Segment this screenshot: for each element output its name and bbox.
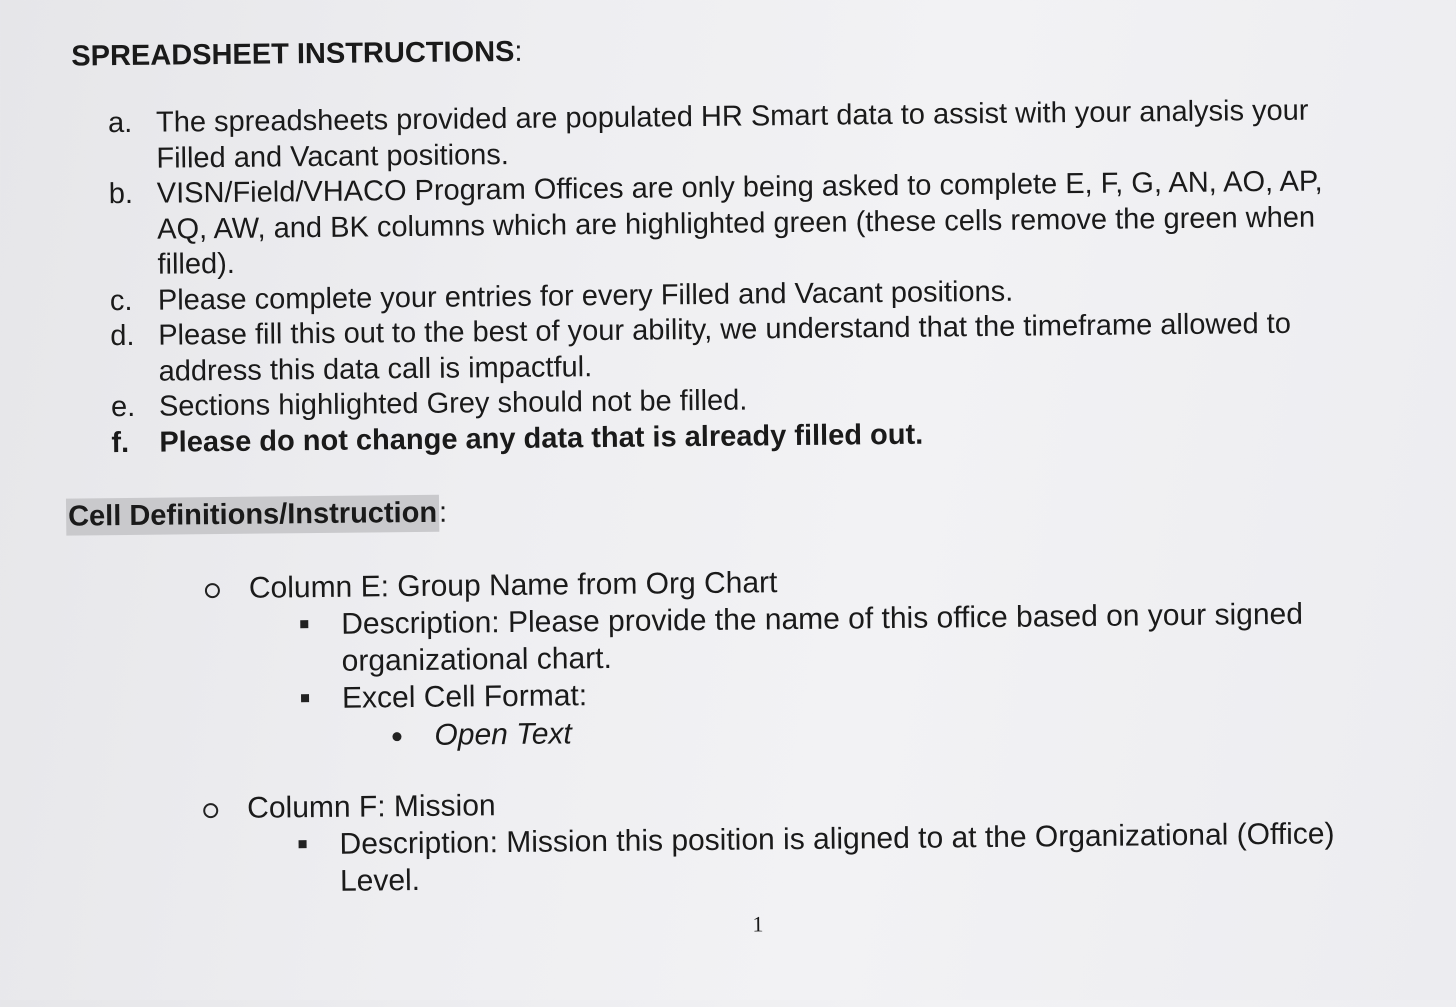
instruction-text: Please complete your entries for every Filled and Vacant positions. — [157, 275, 1014, 317]
instruction-text: The spreadsheets provided are populated HR Smart data to assist with your analysis your Filled and Vacant positions. — [155, 94, 1309, 175]
instruction-letter: a. — [107, 106, 133, 140]
instruction-letter: f. — [111, 426, 130, 459]
cell-definitions-colon: : — [438, 496, 448, 529]
page-heading — [71, 36, 522, 74]
instruction-text: VISN/Field/VHACO Program Offices are only being asked to complete E, F, G, AN, AO, AP, AQ, AW, and BK columns which are highlighted green (these cells remove the green when filled). — [156, 165, 1323, 281]
description-text: Description: Mission this position is aligned to at the Organizational (Office) Level. — [339, 817, 1335, 898]
instruction-text: Please fill this out to the best of your ability, we understand that the timeframe allowed to address this data call is impactful. — [158, 307, 1292, 388]
instruction-item — [110, 306, 1371, 390]
square-bullet-icon — [300, 620, 308, 628]
instruction-letter: b. — [108, 177, 134, 211]
square-bullet-icon — [301, 694, 309, 702]
instruction-item — [108, 93, 1369, 177]
dot-bullet-icon — [392, 732, 401, 741]
instruction-text: Sections highlighted Grey should not be filled. — [158, 384, 748, 423]
column-f-block — [203, 779, 1404, 902]
column-f-description — [295, 815, 1404, 901]
instructions-list — [108, 93, 1372, 461]
bleed-through-text — [245, 5, 253, 37]
page-number: 1 — [752, 911, 764, 937]
cell-definitions-heading — [66, 497, 447, 534]
instruction-letter: d. — [110, 319, 135, 353]
column-e-block — [205, 559, 1407, 759]
cell-definitions-title: Cell Definitions/Instruction — [66, 495, 439, 536]
column-title-text: Column E: Group Name from Org Chart — [248, 566, 778, 605]
hollow-circle-bullet-icon — [203, 803, 218, 818]
heading-colon: : — [514, 35, 523, 68]
instruction-text: Please do not change any data that is already filled out. — [159, 418, 924, 459]
square-bullet-icon — [299, 840, 307, 848]
instruction-item — [109, 164, 1370, 284]
hollow-circle-bullet-icon — [205, 583, 220, 598]
description-text: Description: Please provide the name of this office based on your signed organizational chart. — [341, 597, 1304, 678]
heading-title: SPREADSHEET INSTRUCTIONS — [71, 35, 515, 73]
format-value: Open Text — [434, 717, 572, 752]
column-e-description — [297, 595, 1406, 681]
instruction-letter: e. — [110, 390, 136, 424]
instruction-letter: c. — [109, 284, 133, 317]
format-label: Excel Cell Format: — [341, 679, 588, 715]
column-title-text: Column F: Mission — [247, 789, 496, 825]
